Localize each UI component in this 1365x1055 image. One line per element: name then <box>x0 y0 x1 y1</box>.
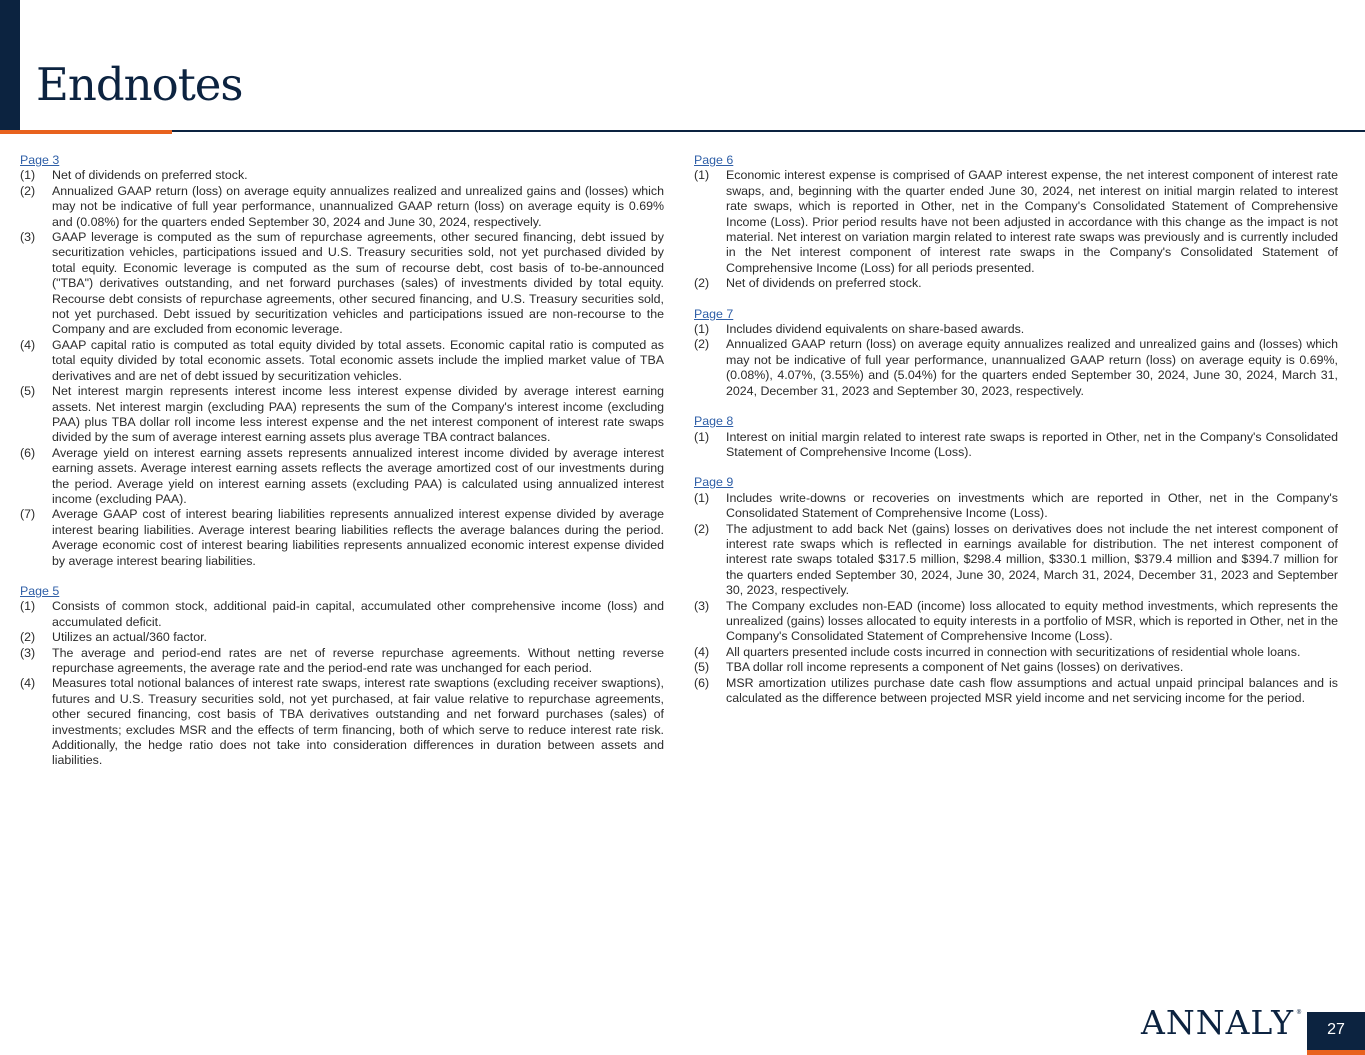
page-8-link[interactable]: Page 8 <box>694 414 734 429</box>
note-item <box>20 184 664 230</box>
section-page-7 <box>694 307 1338 399</box>
page-7-link[interactable]: Page 7 <box>694 306 734 321</box>
note-text: Annualized GAAP return (loss) on average equity annualizes realized and unrealized gains and (losses) which may not be indicative of full year performance, unannualized GAAP return (loss) on average equity is 0.69%, (0.08%), 4.07%, (3.55%) and (5.04%) for the quarters ended September 30, 2024, June 30, 2024, March 31, 2024, December 31, 2023 and September 30, 2023, respectively. <box>726 337 1338 398</box>
page-3-link[interactable]: Page 3 <box>20 153 60 167</box>
note-item <box>20 338 664 384</box>
note-item <box>694 276 1338 291</box>
page-title: Endnotes <box>36 58 243 111</box>
note-item <box>694 660 1338 675</box>
note-item <box>694 430 1338 461</box>
section-page-3 <box>20 153 664 569</box>
note-item <box>20 230 664 338</box>
note-number: (5) <box>20 384 36 399</box>
page-9-link[interactable]: Page 9 <box>694 475 734 490</box>
note-text: Net of dividends on preferred stock. <box>52 168 248 183</box>
note-text: The Company excludes non-EAD (income) loss allocated to equity method investments, which represents the unrealized (gains) losses allocated to equity interests in a portfolio of MSR, which is reported in Other, net in the Company's Consolidated Statement of Comprehensive Income (Loss). <box>726 598 1338 644</box>
note-text: Utilizes an actual/360 factor. <box>52 630 207 645</box>
note-text: Includes dividend equivalents on share-based awards. <box>726 322 1025 337</box>
left-column <box>20 153 664 784</box>
note-number: (1) <box>694 429 710 444</box>
note-item <box>20 384 664 446</box>
note-item <box>20 646 664 677</box>
note-text: Interest on initial margin related to interest rate swaps is reported in Other, net in the Company's Consolidated Statement of Comprehensive Income (Loss). <box>726 429 1338 459</box>
note-item <box>694 599 1338 645</box>
note-text: Average yield on interest earning assets represents annualized interest income divided by average interest earning assets. Average interest earning assets reflects the average amortized cost of our investments during the period. Average yield on interest earning assets (excluding PAA) is calculated using annualized interest income (excluding PAA). <box>52 445 664 506</box>
header-rule <box>0 130 1365 132</box>
page-6-link[interactable]: Page 6 <box>694 153 734 167</box>
section-page-5 <box>20 584 664 769</box>
header-accent-rule <box>0 130 172 134</box>
note-text: GAAP leverage is computed as the sum of repurchase agreements, other secured financing, debt issued by securitization vehicles, participations issued and U.S. Treasury securities sold, not yet purchased divided by total equity. Economic leverage is computed as the sum of recourse debt, cost basis of to-be-announced ("TBA") derivatives outstanding, and net forward purchases (sales) of investments divided by total equity. Recourse debt consists of repurchase agreements, other secured financing, and U.S. Treasury securities sold, not yet purchased. Debt issued by securitization vehicles and participations issued are non-recourse to the Company and are excluded from economic leverage. <box>52 230 664 337</box>
note-number: (2) <box>694 521 710 536</box>
note-item <box>694 168 1338 276</box>
note-number: (1) <box>20 599 36 614</box>
note-text: Economic interest expense is comprised of GAAP interest expense, the net interest component of interest rate swaps, and, beginning with the quarter ended June 30, 2024, net interest on initial margin related to interest rate swaps, which is reported in Other, net in the Company's Consolidated Statement of Comprehensive Income (Loss). Prior period results have not been adjusted in accordance with this change as the impact is not material. Net interest on variation margin related to interest rate swaps was previously and is currently included in the Net interest component of interest rate swaps in the Company's Consolidated Statement of Comprehensive Income (Loss) for all periods presented. <box>726 168 1338 275</box>
note-item <box>20 630 664 645</box>
note-item <box>694 645 1338 660</box>
right-column <box>694 153 1338 721</box>
note-item <box>694 322 1338 337</box>
note-number: (3) <box>20 230 36 245</box>
note-item <box>20 168 664 183</box>
note-number: (2) <box>694 276 710 291</box>
note-number: (7) <box>20 507 36 522</box>
note-text: All quarters presented include costs incurred in connection with securitizations of residential whole loans. <box>726 644 1301 659</box>
note-text: Average GAAP cost of interest bearing liabilities represents annualized interest expense divided by average interest bearing liabilities. Average interest bearing liabilities reflects the average balances during the period. Average economic cost of interest bearing liabilities represents annualized economic interest expense divided by average interest bearing liabilities. <box>52 507 664 568</box>
note-text: The adjustment to add back Net (gains) losses on derivatives does not include the net interest component of interest rate swaps which is reflected in earnings available for distribution. The net interest component of interest rate swaps totaled $317.5 million, $298.4 million, $330.1 million, $379.4 million and $394.7 million for the quarters ended September 30, 2024, June 30, 2024, March 31, 2024, December 31, 2023 and September 30, 2023, respectively. <box>726 521 1338 598</box>
trademark-mark: ® <box>1296 1009 1304 1016</box>
note-text: GAAP capital ratio is computed as total equity divided by total assets. Economic capital ratio is computed as total equity divided by total economic assets. Total economic assets include the implied market value of TBA derivatives and are net of debt issued by securitization vehicles. <box>52 337 664 383</box>
note-number: (1) <box>694 322 710 337</box>
page-number-badge <box>1307 1012 1365 1055</box>
note-text: Annualized GAAP return (loss) on average equity annualizes realized and unrealized gains and (losses) which may not be indicative of full year performance, unannualized GAAP return (loss) on average equity is 0.69% and (0.08%) for the quarters ended September 30, 2024 and June 30, 2024, respectively. <box>52 183 664 229</box>
left-accent-bar <box>0 0 20 131</box>
page-5-link[interactable]: Page 5 <box>20 583 60 598</box>
note-text: MSR amortization utilizes purchase date cash flow assumptions and actual unpaid principal balances and is calculated as the difference between projected MSR yield income and net servicing income for the period. <box>726 675 1338 705</box>
note-text: TBA dollar roll income represents a component of Net gains (losses) on derivatives. <box>726 660 1184 675</box>
section-page-8 <box>694 414 1338 460</box>
note-text: Net of dividends on preferred stock. <box>726 276 922 291</box>
note-item <box>20 676 664 768</box>
note-item <box>694 491 1338 522</box>
note-text: The average and period-end rates are net of reverse repurchase agreements. Without netting reverse repurchase agreements, the average rate and the period-end rate was unchanged for each period. <box>52 645 664 675</box>
note-number: (4) <box>694 644 710 659</box>
page-badge-accent <box>1307 1050 1365 1055</box>
note-item <box>694 676 1338 707</box>
note-number: (5) <box>694 660 710 675</box>
note-number: (2) <box>20 183 36 198</box>
note-number: (3) <box>20 645 36 660</box>
note-item <box>20 446 664 508</box>
annaly-logo <box>1141 1003 1303 1042</box>
section-page-9 <box>694 475 1338 706</box>
logo-text: ANNALY <box>1141 1003 1295 1042</box>
note-item <box>20 599 664 630</box>
note-item <box>694 522 1338 599</box>
note-number: (6) <box>694 675 710 690</box>
note-text: Includes write-downs or recoveries on investments which are reported in Other, net in the Company's Consolidated Statement of Comprehensive Income (Loss). <box>726 490 1338 521</box>
note-number: (1) <box>20 168 36 183</box>
note-number: (4) <box>20 676 36 691</box>
note-number: (1) <box>694 490 710 505</box>
note-item <box>20 507 664 569</box>
note-number: (4) <box>20 337 36 352</box>
note-text: Consists of common stock, additional paid-in capital, accumulated other comprehensive income (loss) and accumulated deficit. <box>52 599 664 629</box>
note-number: (1) <box>694 168 710 183</box>
note-text: Measures total notional balances of interest rate swaps, interest rate swaptions (excluding receiver swaptions), futures and U.S. Treasury securities sold, not yet purchased, at fair value relative to repurchase agreements, other secured financing, cost basis of TBA derivatives outstanding and net forward purchases (sales) of investments; excludes MSR and the effects of term financing, both of which serve to reduce interest rate risk. Additionally, the hedge ratio does not take into consideration differences in duration between assets and liabilities. <box>52 676 664 768</box>
note-text: Net interest margin represents interest income less interest expense divided by average interest earning assets. Net interest margin (excluding PAA) represents the sum of the Company's interest income (excluding PAA) plus TBA dollar roll income less interest expense and the net interest component of interest rate swaps divided by the sum of average interest earning assets plus average TBA contract balances. <box>52 384 664 445</box>
page-number: 27 <box>1327 1021 1345 1038</box>
note-item <box>694 337 1338 399</box>
note-number: (2) <box>20 630 36 645</box>
note-number: (3) <box>694 598 710 613</box>
note-number: (6) <box>20 445 36 460</box>
note-number: (2) <box>694 337 710 352</box>
section-page-6 <box>694 153 1338 292</box>
